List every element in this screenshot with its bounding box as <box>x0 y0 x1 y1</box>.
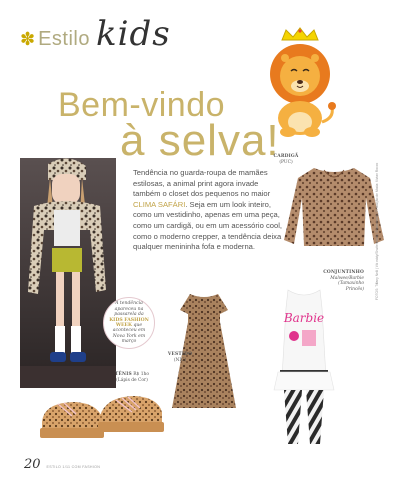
body-text-part2: . Seja em um look inteiro, como um vestidinho, apenas em uma peça, como um cardigã, ou em um acessório cool, como o moderno crepper, a tendência deixa qualquer menininha fofa e moderna. <box>133 199 282 252</box>
leopard-sneakers <box>36 388 166 448</box>
outfit-brand1: Malwee/Barbie <box>330 275 364 281</box>
sneaker-name: TÊNIS <box>114 372 132 377</box>
quote-circle <box>103 297 155 349</box>
page-number: 20 <box>24 457 41 472</box>
outfit-brand3: Princês) <box>345 286 364 292</box>
headline-line2: à selva! <box>120 116 280 165</box>
cardigan-name: CARDIGÃ <box>273 154 299 159</box>
barbie-outfit <box>268 286 340 446</box>
photo-credits: FOTOS: Tiffany Nelli | Vik eddy/Shutterstock | Shutterstock | Produção de Moda: Vivian Rocco <box>375 162 379 300</box>
yellow-shorts <box>52 248 82 272</box>
article-body <box>133 168 283 253</box>
dress-name: VESTIDO <box>167 352 193 357</box>
flower-icon: ✽ <box>20 29 36 49</box>
outfit-brand2: (Tamaxinho <box>338 281 364 287</box>
section-heading <box>20 14 171 54</box>
body-text-part1: Tendência no guarda-roupa de mamães estilosas, a animal print agora invade também o closet dos pequenos no maior <box>133 168 271 199</box>
outfit-name: CONJUNTINHO <box>323 270 364 275</box>
sneaker-desc: R$ 1ho <box>133 372 150 377</box>
body-highlight: CLIMA SAFÁRI <box>133 199 186 209</box>
sneaker-caption <box>112 372 152 383</box>
headline-line1: Bem-vindo <box>58 86 226 124</box>
page-footer <box>24 457 100 472</box>
svg-text:Barbie: Barbie <box>283 311 325 325</box>
dress-brand: (NIC) <box>173 357 187 363</box>
quote-part2: que aconteceu em Nova York em março <box>112 323 146 345</box>
leopard-cardigan <box>284 164 384 250</box>
quote-event: KIDS FASHION WEEK <box>109 317 149 328</box>
dress-caption <box>166 352 194 363</box>
section-title: kids <box>96 14 171 54</box>
quote-part1: A tendência apareceu na passarela da <box>114 301 144 318</box>
model-photo <box>20 158 116 388</box>
sneaker-brand: (Lápis de Cor) <box>116 377 148 383</box>
footer-text: ESTILO 1/11 COM FASHION <box>46 465 101 469</box>
cardigan-brand: (PUC) <box>279 159 293 165</box>
section-label: Estilo <box>38 28 90 50</box>
